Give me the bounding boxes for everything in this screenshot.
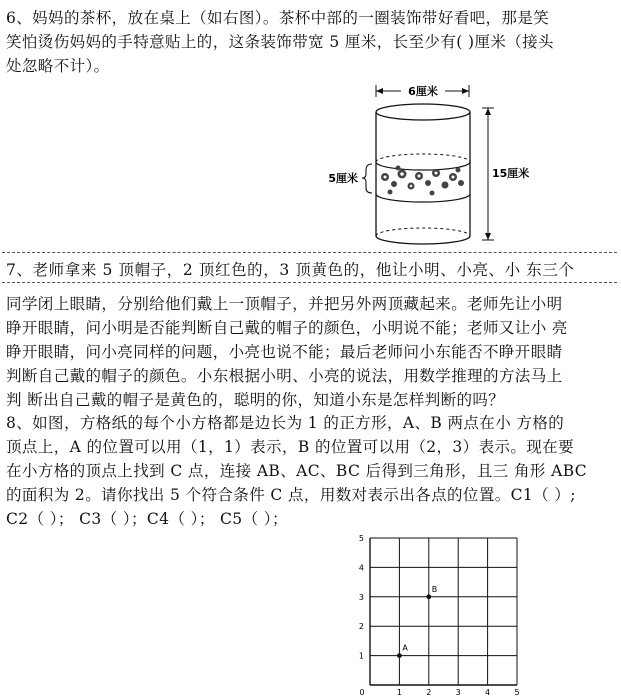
x-tick-label: 2 [426,688,432,696]
x-tick-label: 4 [485,688,491,696]
y-tick-label: 4 [358,563,364,573]
x-tick-label: 3 [455,688,461,696]
q7-text-line-5: 判断自己戴的帽子的颜色。小东根据小明、小亮的说法，用数学推理的方法马上 [6,367,563,385]
y-tick-label: 3 [358,592,364,602]
y-tick-label: 5 [358,534,364,543]
point-label-b: B [431,584,438,594]
q7-text-line-6: 判 断出自己戴的帽子是黄色的，聪明的你，知道小东是怎样判断的吗？ [6,391,505,409]
coordinate-grid [0,526,621,696]
q6-text-line-1: 6、妈妈的茶杯，放在桌上（如右图）。茶杯中部的一圈装饰带好看吧，那是笑 [6,9,550,27]
q7-text-line-4: 睁开眼睛，问小亮同样的问题，小亮也说不能；最后老师问小东能否不睁开眼睛 [6,343,563,361]
point-b [426,594,431,599]
q8-text-line-5: C2（ ）； C3（ ）；C4（ ）； C5（ ）； [6,510,288,528]
q8-text-line-4: 的面积为 2。请你找出 5 个符合条件 C 点，用数对表示出各点的位置。C1（ ）; [6,486,576,504]
q8-text-line-2: 顶点上，A 的位置可以用（1，1）表示，B 的位置可以用（2，3）表示。现在要 [6,438,574,456]
q6-text-line-2: 笑怕烫伤妈妈的手特意贴上的，这条装饰带宽 5 厘米，长至少有( )厘米（接头 [6,33,554,51]
q7-text-line-3: 睁开眼睛，问小明是否能判断自己戴的帽子的颜色，小明说不能；老师又让小 亮 [6,319,568,337]
y-tick-label: 1 [358,651,364,661]
divider [2,252,617,253]
height-label: 15厘米 [492,167,530,180]
band-label: 5厘米 [328,172,358,185]
x-tick-label: 1 [396,688,402,696]
x-tick-label: 0 [359,688,365,696]
q8-text-line-3: 在小方格的顶点上找到 C 点，连接 AB、AC、BC 后得到三角形，且三 角形 ABC [6,462,588,480]
width-label: 6厘米 [408,85,438,98]
x-tick-label: 5 [514,688,520,696]
q8-text-line-1: 8、如图，方格纸的每个小方格都是边长为 1 的正方形，A、B 两点在小 方格的 [6,414,565,432]
divider [2,282,617,283]
q7-text-line-2: 同学闭上眼睛，分别给他们戴上一顶帽子，并把另外两顶藏起来。老师先让小明 [6,295,563,313]
q7-text-line-1: 7、老师拿来 5 顶帽子，2 顶红色的，3 顶黄色的，他让小明、小亮、小 东三个 [6,261,575,279]
cup-figure [0,0,621,260]
q6-text-line-3: 处忽略不计）。 [6,57,110,75]
y-tick-label: 2 [358,622,364,632]
point-label-a: A [402,643,408,653]
point-a [397,653,402,658]
